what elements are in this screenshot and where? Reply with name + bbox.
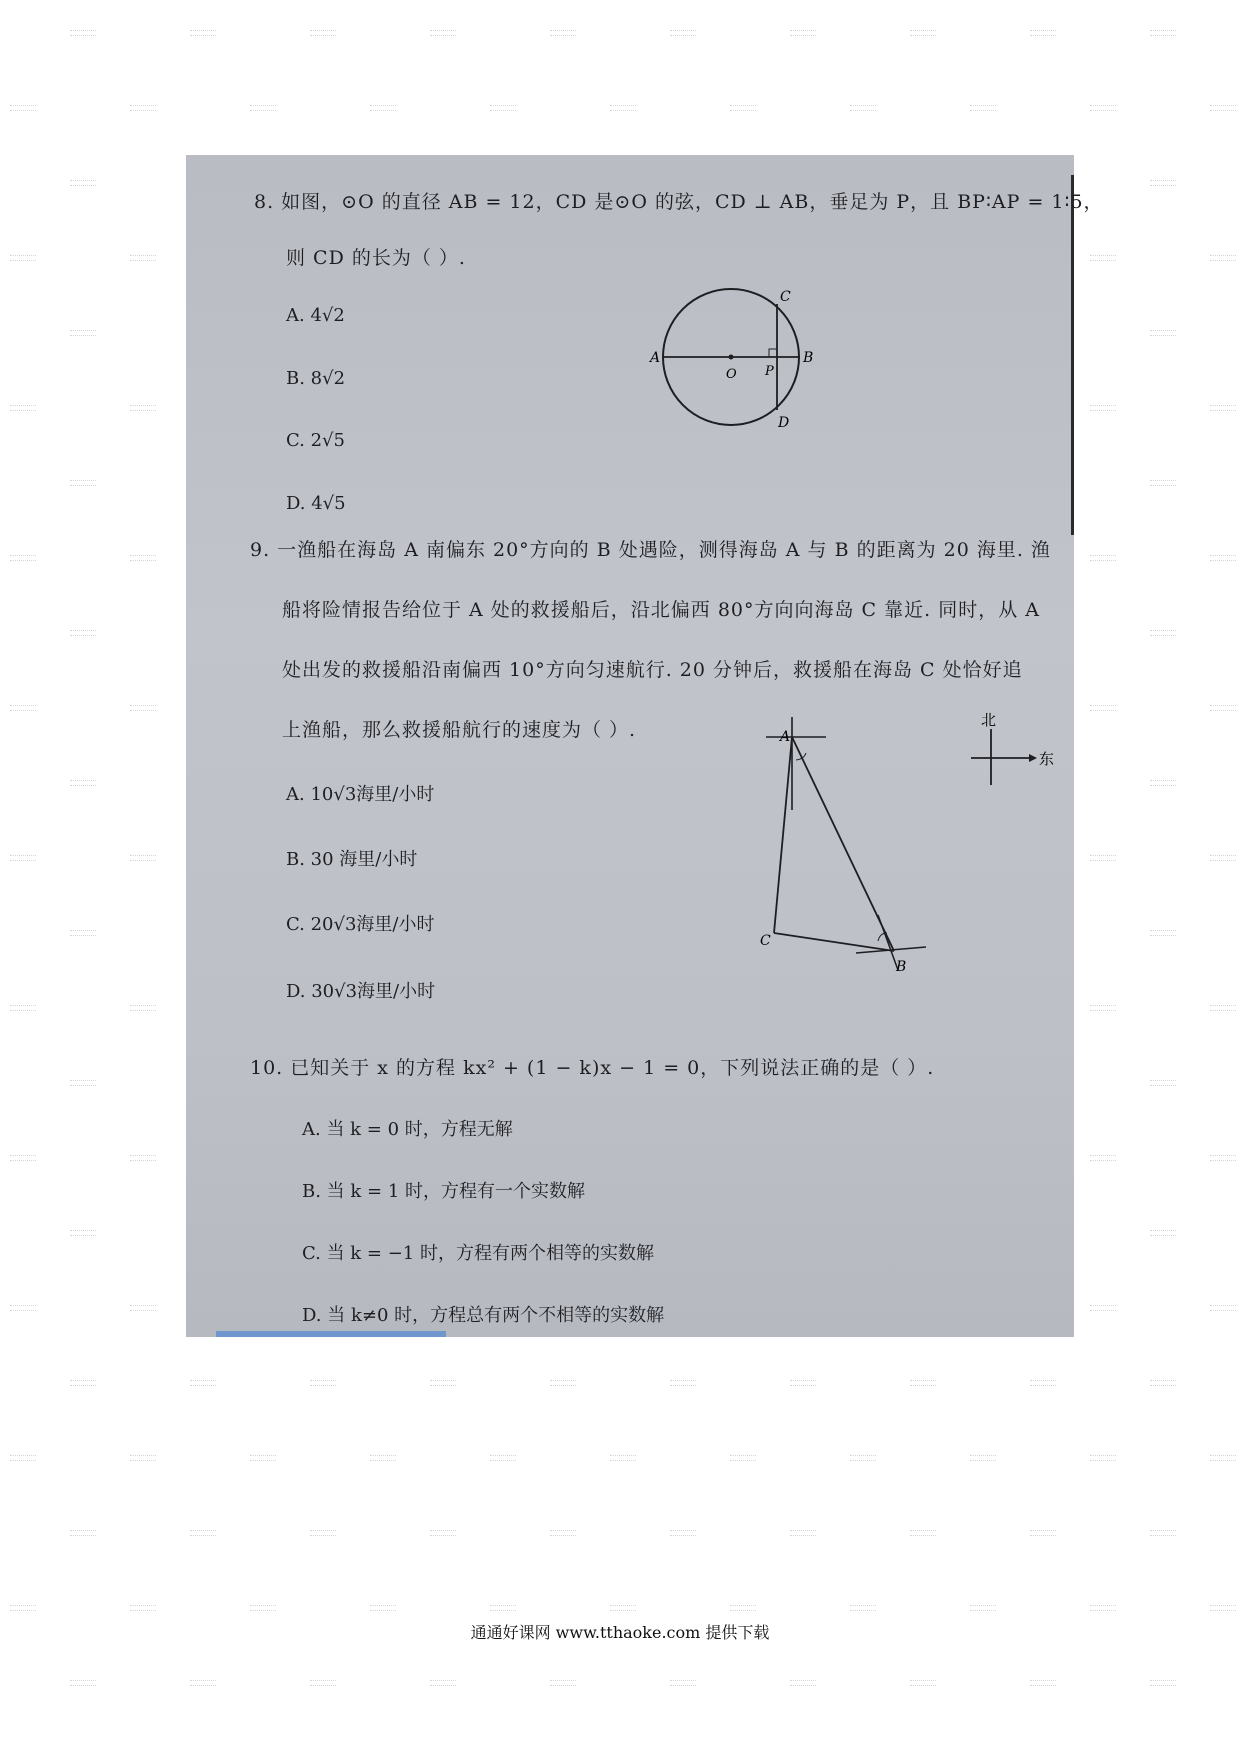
q9-option-a: A. 10√3海里/小时 xyxy=(286,784,435,805)
watermark-mark xyxy=(130,855,156,861)
watermark-mark xyxy=(550,1380,576,1386)
q9-option-b: B. 30 海里/小时 xyxy=(286,849,418,870)
watermark-mark xyxy=(1090,705,1116,711)
label-o: O xyxy=(726,367,737,382)
watermark-mark xyxy=(1030,1380,1056,1386)
q10-option-a: A. 当 k = 0 时，方程无解 xyxy=(302,1119,513,1140)
watermark-mark xyxy=(70,1080,96,1086)
watermark-mark xyxy=(370,1605,396,1611)
watermark-mark xyxy=(1210,555,1236,561)
watermark-mark xyxy=(10,1455,36,1461)
watermark-mark xyxy=(730,1455,756,1461)
watermark-mark xyxy=(1090,1455,1116,1461)
watermark-mark xyxy=(850,1455,876,1461)
label-d: D xyxy=(778,415,790,431)
watermark-mark xyxy=(130,255,156,261)
watermark-mark xyxy=(1150,330,1176,336)
compass-icon xyxy=(971,711,1071,805)
photo-bottom-bar xyxy=(216,1331,446,1337)
watermark-mark xyxy=(610,1605,636,1611)
watermark-mark xyxy=(370,1455,396,1461)
watermark-mark xyxy=(1150,1380,1176,1386)
watermark-mark xyxy=(670,1380,696,1386)
watermark-mark xyxy=(1030,30,1056,36)
q10-option-b: B. 当 k = 1 时，方程有一个实数解 xyxy=(302,1181,585,1202)
watermark-mark xyxy=(910,1530,936,1536)
watermark-mark xyxy=(70,480,96,486)
watermark-mark xyxy=(1150,480,1176,486)
q8-option-b: B. 8√2 xyxy=(286,368,346,389)
watermark-mark xyxy=(130,405,156,411)
label-a: A xyxy=(650,350,661,366)
q8-line-2: 则 CD 的长为（ ）. xyxy=(286,247,466,269)
label-b: B xyxy=(896,959,907,975)
watermark-mark xyxy=(550,1680,576,1686)
north-line-b xyxy=(878,915,898,970)
q9-line-1: 9. 一渔船在海岛 A 南偏东 20°方向的 B 处遇险，测得海岛 A 与 B 的距离为 20 海里. 渔 xyxy=(250,539,1051,561)
watermark-mark xyxy=(70,780,96,786)
segment-cb xyxy=(774,933,894,951)
watermark-mark xyxy=(970,1605,996,1611)
watermark-mark xyxy=(1150,1530,1176,1536)
watermark-mark xyxy=(1210,1005,1236,1011)
label-c: C xyxy=(760,933,771,949)
watermark-mark xyxy=(10,1305,36,1311)
label-c: C xyxy=(780,289,791,305)
q10-option-d: D. 当 k≠0 时，方程总有两个不相等的实数解 xyxy=(302,1305,665,1326)
watermark-mark xyxy=(190,1680,216,1686)
watermark-mark xyxy=(1210,1605,1236,1611)
watermark-mark xyxy=(1210,1305,1236,1311)
watermark-mark xyxy=(910,30,936,36)
watermark-mark xyxy=(130,1605,156,1611)
watermark-mark xyxy=(10,1605,36,1611)
watermark-mark xyxy=(1150,180,1176,186)
watermark-mark xyxy=(1030,1680,1056,1686)
watermark-mark xyxy=(10,1155,36,1161)
q9-line-3: 处出发的救援船沿南偏西 10°方向匀速航行. 20 分钟后，救援船在海岛 C 处恰好追 xyxy=(282,659,1023,681)
center-point xyxy=(729,355,734,360)
watermark-mark xyxy=(1090,255,1116,261)
watermark-mark xyxy=(70,330,96,336)
watermark-mark xyxy=(970,105,996,111)
watermark-mark xyxy=(910,1680,936,1686)
watermark-mark xyxy=(1030,1530,1056,1536)
watermark-mark xyxy=(190,1530,216,1536)
watermark-mark xyxy=(1090,105,1116,111)
watermark-mark xyxy=(10,105,36,111)
watermark-mark xyxy=(190,30,216,36)
watermark-mark xyxy=(550,30,576,36)
watermark-mark xyxy=(370,105,396,111)
watermark-mark xyxy=(10,555,36,561)
watermark-mark xyxy=(130,1005,156,1011)
watermark-mark xyxy=(1090,555,1116,561)
north-label: 北 xyxy=(981,711,997,729)
watermark-mark xyxy=(1090,1305,1116,1311)
watermark-mark xyxy=(1210,1455,1236,1461)
label-b: B xyxy=(803,350,814,366)
watermark-mark xyxy=(310,1530,336,1536)
watermark-mark xyxy=(1150,30,1176,36)
watermark-mark xyxy=(10,855,36,861)
watermark-mark xyxy=(1150,1230,1176,1236)
watermark-mark xyxy=(490,1455,516,1461)
watermark-mark xyxy=(490,1605,516,1611)
watermark-mark xyxy=(70,630,96,636)
watermark-mark xyxy=(430,30,456,36)
watermark-mark xyxy=(10,1005,36,1011)
watermark-mark xyxy=(790,1380,816,1386)
q8-option-a: A. 4√2 xyxy=(286,305,345,326)
q10-line-1: 10. 已知关于 x 的方程 kx² + (1 − k)x − 1 = 0，下列说法正确的是（ ）. xyxy=(250,1057,935,1079)
q8-option-d: D. 4√5 xyxy=(286,493,346,514)
watermark-mark xyxy=(70,930,96,936)
watermark-mark xyxy=(1090,1155,1116,1161)
watermark-mark xyxy=(10,705,36,711)
watermark-mark xyxy=(10,405,36,411)
watermark-mark xyxy=(1090,1605,1116,1611)
watermark-mark xyxy=(1210,1155,1236,1161)
watermark-mark xyxy=(70,30,96,36)
q8-line-1: 8. 如图，⊙O 的直径 AB = 12，CD 是⊙O 的弦，CD ⊥ AB，垂足为 P，且 BP∶AP = 1∶5， xyxy=(254,191,1104,213)
paper-edge xyxy=(1071,175,1074,535)
circle-diagram xyxy=(650,285,836,435)
watermark-mark xyxy=(790,30,816,36)
watermark-mark xyxy=(790,1530,816,1536)
watermark-mark xyxy=(1210,405,1236,411)
watermark-mark xyxy=(130,1155,156,1161)
watermark-mark xyxy=(130,555,156,561)
watermark-mark xyxy=(1090,855,1116,861)
watermark-mark xyxy=(250,105,276,111)
watermark-mark xyxy=(190,1380,216,1386)
watermark-mark xyxy=(610,1455,636,1461)
q9-line-2: 船将险情报告给位于 A 处的救援船后，沿北偏西 80°方向向海岛 C 靠近. 同时，从 A xyxy=(282,599,1040,621)
q9-line-4: 上渔船，那么救援船航行的速度为（ ）. xyxy=(282,719,637,741)
watermark-mark xyxy=(310,1380,336,1386)
watermark-mark xyxy=(1090,1005,1116,1011)
watermark-mark xyxy=(1210,105,1236,111)
watermark-mark xyxy=(910,1380,936,1386)
watermark-mark xyxy=(1210,255,1236,261)
watermark-mark xyxy=(1150,630,1176,636)
q9-option-c: C. 20√3海里/小时 xyxy=(286,914,435,935)
watermark-mark xyxy=(70,1380,96,1386)
watermark-mark xyxy=(130,705,156,711)
watermark-mark xyxy=(730,105,756,111)
watermark-mark xyxy=(10,255,36,261)
watermark-mark xyxy=(250,1455,276,1461)
watermark-mark xyxy=(850,1605,876,1611)
label-p: P xyxy=(765,364,774,379)
watermark-mark xyxy=(430,1380,456,1386)
watermark-mark xyxy=(250,1605,276,1611)
exam-photo xyxy=(186,155,1104,1337)
watermark-mark xyxy=(1150,1080,1176,1086)
watermark-mark xyxy=(310,30,336,36)
watermark-mark xyxy=(1150,1680,1176,1686)
watermark-mark xyxy=(310,1680,336,1686)
q10-option-c: C. 当 k = −1 时，方程有两个相等的实数解 xyxy=(302,1243,654,1264)
watermark-mark xyxy=(1210,855,1236,861)
watermark-mark xyxy=(130,105,156,111)
watermark-mark xyxy=(670,1530,696,1536)
watermark-mark xyxy=(70,180,96,186)
watermark-mark xyxy=(70,1680,96,1686)
watermark-mark xyxy=(430,1530,456,1536)
footer-credit: 通通好课网 www.tthaoke.com 提供下载 xyxy=(470,1623,770,1642)
watermark-mark xyxy=(790,1680,816,1686)
watermark-mark xyxy=(670,1680,696,1686)
watermark-mark xyxy=(130,1305,156,1311)
watermark-mark xyxy=(130,1455,156,1461)
watermark-mark xyxy=(1150,780,1176,786)
q8-option-c: C. 2√5 xyxy=(286,430,345,451)
watermark-mark xyxy=(1210,705,1236,711)
watermark-mark xyxy=(1150,930,1176,936)
label-a: A xyxy=(780,729,791,745)
watermark-mark xyxy=(430,1680,456,1686)
segment-ac xyxy=(774,737,792,933)
right-angle-mark xyxy=(769,349,777,357)
watermark-mark xyxy=(70,1530,96,1536)
east-label: 东 xyxy=(1039,750,1055,768)
triangle-diagram xyxy=(760,715,946,985)
watermark-mark xyxy=(550,1530,576,1536)
watermark-mark xyxy=(670,30,696,36)
watermark-mark xyxy=(490,105,516,111)
watermark-mark xyxy=(70,1230,96,1236)
watermark-mark xyxy=(850,105,876,111)
q9-option-d: D. 30√3海里/小时 xyxy=(286,981,436,1002)
watermark-mark xyxy=(610,105,636,111)
watermark-mark xyxy=(970,1455,996,1461)
watermark-mark xyxy=(730,1605,756,1611)
watermark-mark xyxy=(1090,405,1116,411)
